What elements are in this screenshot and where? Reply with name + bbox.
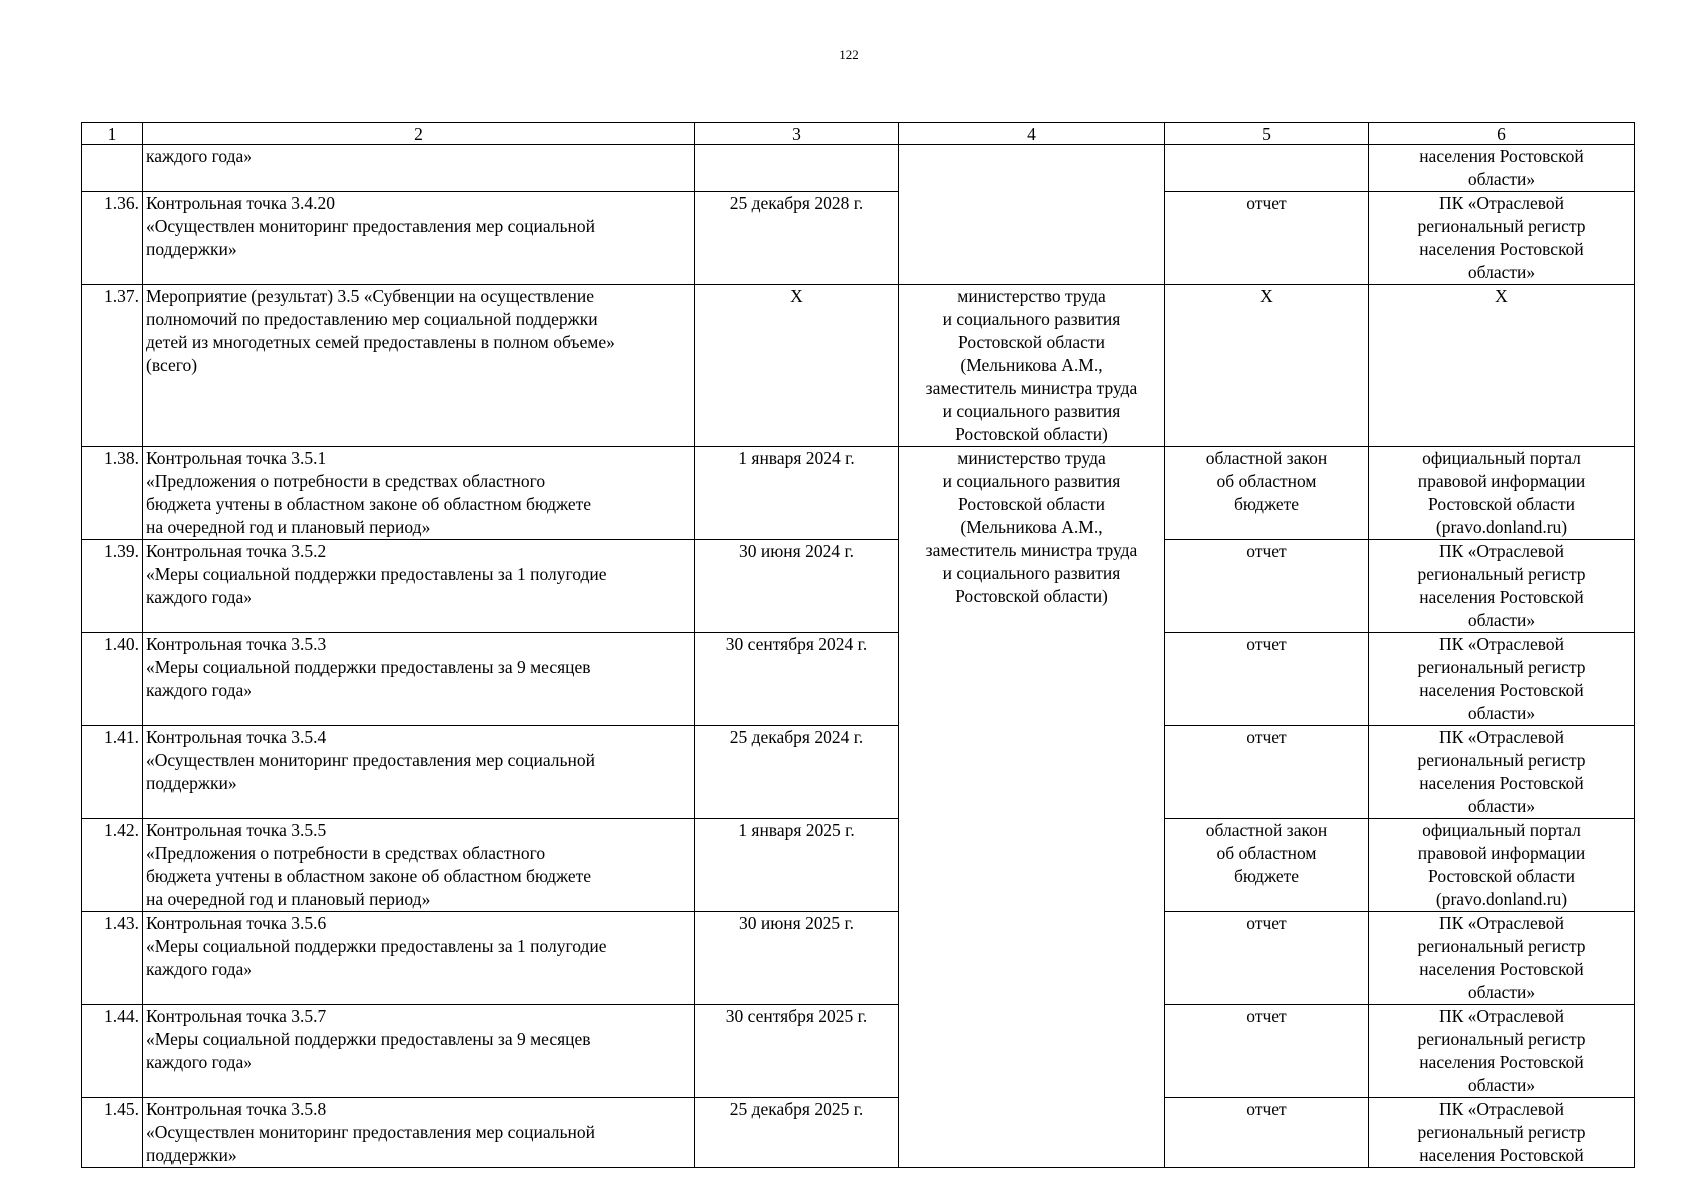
row-source: ПК «Отраслевой региональный регистр населения Ростовской области» (1369, 540, 1635, 633)
row-source: ПК «Отраслевой региональный регистр населения Ростовской области» (1369, 192, 1635, 285)
row-number: 1.36. (82, 192, 143, 285)
row-number: 1.38. (82, 447, 143, 540)
row-source: официальный портал правовой информации Ростовской области (pravo.donland.ru) (1369, 819, 1635, 912)
row-report: отчет (1165, 1005, 1369, 1098)
column-number-row (82, 123, 1635, 145)
table-row (82, 540, 1635, 633)
table-row (82, 1005, 1635, 1098)
row-name: Контрольная точка 3.5.2 «Меры социальной поддержки предоставлены за 1 полугодие каждого года» (143, 540, 695, 633)
row-name: Контрольная точка 3.5.6 «Меры социальной поддержки предоставлены за 1 полугодие каждого года» (143, 912, 695, 1005)
row-report: отчет (1165, 1098, 1369, 1168)
column-number: 3 (695, 123, 899, 145)
row-report: областной закон об областном бюджете (1165, 819, 1369, 912)
row-report: отчет (1165, 192, 1369, 285)
column-number: 6 (1369, 123, 1635, 145)
table-row (82, 192, 1635, 285)
row-date: 30 сентября 2025 г. (695, 1005, 899, 1098)
row-date: 1 января 2024 г. (695, 447, 899, 540)
row-number: 1.40. (82, 633, 143, 726)
table-row (82, 912, 1635, 1005)
row-source: официальный портал правовой информации Ростовской области (pravo.donland.ru) (1369, 447, 1635, 540)
row-source: ПК «Отраслевой региональный регистр населения Ростовской (1369, 1098, 1635, 1168)
row-date: 25 декабря 2024 г. (695, 726, 899, 819)
row-name: Контрольная точка 3.4.20 «Осуществлен мониторинг предоставления мер социальной поддержки» (143, 192, 695, 285)
row-report: отчет (1165, 633, 1369, 726)
row-report (1165, 145, 1369, 192)
table-row (82, 447, 1635, 540)
row-report: X (1165, 285, 1369, 447)
row-report: отчет (1165, 540, 1369, 633)
column-number: 5 (1165, 123, 1369, 145)
row-date: 30 сентября 2024 г. (695, 633, 899, 726)
table-row (82, 633, 1635, 726)
row-report: отчет (1165, 912, 1369, 1005)
row-name: Контрольная точка 3.5.1 «Предложения о потребности в средствах областного бюджета учтены в областном законе об областном бюджете на очередной год и плановый период» (143, 447, 695, 540)
table-row (82, 285, 1635, 447)
column-number: 1 (82, 123, 143, 145)
row-date: X (695, 285, 899, 447)
row-number (82, 145, 143, 192)
row-name: Контрольная точка 3.5.8 «Осуществлен мониторинг предоставления мер социальной поддержки» (143, 1098, 695, 1168)
row-source: ПК «Отраслевой региональный регистр населения Ростовской области» (1369, 633, 1635, 726)
row-source: X (1369, 285, 1635, 447)
row-date: 25 декабря 2028 г. (695, 192, 899, 285)
row-date: 30 июня 2024 г. (695, 540, 899, 633)
row-name: каждого года» (143, 145, 695, 192)
row-name: Контрольная точка 3.5.7 «Меры социальной поддержки предоставлены за 9 месяцев каждого года» (143, 1005, 695, 1098)
row-number: 1.39. (82, 540, 143, 633)
plan-table (81, 122, 1635, 1168)
row-number: 1.42. (82, 819, 143, 912)
row-date: 25 декабря 2025 г. (695, 1098, 899, 1168)
row-date (695, 145, 899, 192)
row-number: 1.45. (82, 1098, 143, 1168)
row-report: областной закон об областном бюджете (1165, 447, 1369, 540)
row-responsible: министерство труда и социального развития Ростовской области (Мельникова А.М., заместитель министра труда и социального развития Ростовской области) (899, 285, 1165, 447)
table-row (82, 819, 1635, 912)
row-date: 1 января 2025 г. (695, 819, 899, 912)
table-row (82, 726, 1635, 819)
row-date: 30 июня 2025 г. (695, 912, 899, 1005)
column-number: 4 (899, 123, 1165, 145)
table-row (82, 145, 1635, 192)
page-number: 122 (839, 47, 859, 62)
row-name: Мероприятие (результат) 3.5 «Субвенции на осуществление полномочий по предоставлению мер социальной поддержки детей из многодетных семей предоставлены в полном объеме» (всего) (143, 285, 695, 447)
row-source: ПК «Отраслевой региональный регистр населения Ростовской области» (1369, 912, 1635, 1005)
row-name: Контрольная точка 3.5.3 «Меры социальной поддержки предоставлены за 9 месяцев каждого года» (143, 633, 695, 726)
row-source: ПК «Отраслевой региональный регистр населения Ростовской области» (1369, 1005, 1635, 1098)
row-responsible-empty (899, 145, 1165, 285)
row-number: 1.41. (82, 726, 143, 819)
table-row (82, 1098, 1635, 1168)
row-responsible-merged: министерство труда и социального развития Ростовской области (Мельникова А.М., заместитель министра труда и социального развития Ростовской области) (899, 447, 1165, 1168)
row-number: 1.44. (82, 1005, 143, 1098)
row-source: ПК «Отраслевой региональный регистр населения Ростовской области» (1369, 726, 1635, 819)
row-name: Контрольная точка 3.5.5 «Предложения о потребности в средствах областного бюджета учтены в областном законе об областном бюджете на очередной год и плановый период» (143, 819, 695, 912)
row-source: населения Ростовской области» (1369, 145, 1635, 192)
row-name: Контрольная точка 3.5.4 «Осуществлен мониторинг предоставления мер социальной поддержки» (143, 726, 695, 819)
column-number: 2 (143, 123, 695, 145)
row-report: отчет (1165, 726, 1369, 819)
row-number: 1.43. (82, 912, 143, 1005)
row-number: 1.37. (82, 285, 143, 447)
